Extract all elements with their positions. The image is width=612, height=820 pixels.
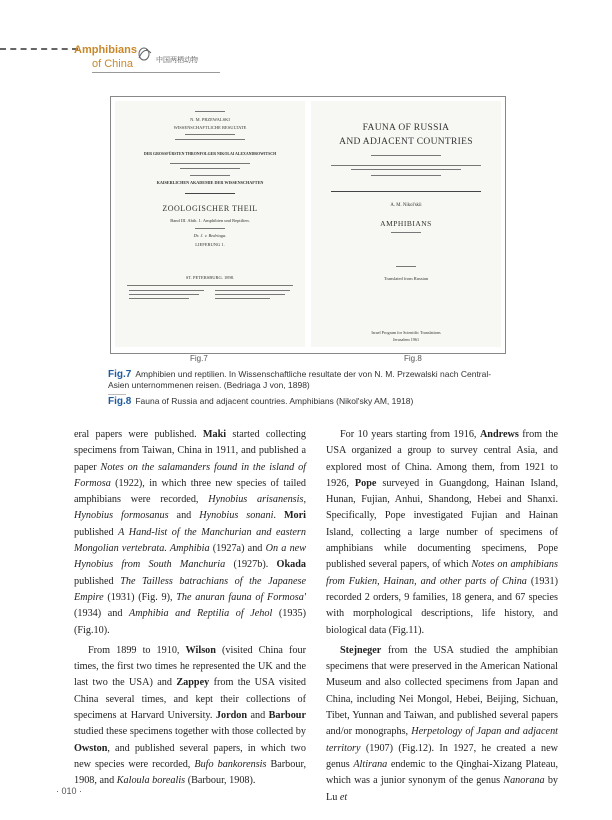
text-run: (visited China four times, the first two times he represented the UK and the last two the USA) and bbox=[74, 644, 306, 689]
header-dashed-rule bbox=[0, 48, 78, 50]
figure-panel bbox=[110, 96, 506, 354]
plate7-line6: Band III. Abth. 1. Amphibien und Reptilien. bbox=[170, 218, 250, 223]
text-run: (1931) recorded 2 orders, 9 families, 18 genera, and 67 species with morphological descriptions, life history, and biological data (Fig.11). bbox=[326, 575, 558, 636]
text-run: For 10 years starting from 1916, bbox=[340, 429, 480, 440]
plate8-title1: FAUNA OF RUSSIA bbox=[362, 123, 450, 133]
plate8-translated: Translated from Russian bbox=[383, 276, 429, 281]
caption-separator bbox=[108, 394, 126, 395]
title-run: On a new Hynobius from South Manchuria bbox=[74, 543, 306, 571]
name-pope: Pope bbox=[354, 477, 377, 489]
text-run: started collecting specimens from Taiwan, China in 1911, and published a paper bbox=[74, 429, 306, 473]
species-run: Hynobius sonani bbox=[199, 510, 274, 522]
text-run: from the USA studied the amphibian specimens that were preserved in the American National Museum and also collected specimens from Japan and China, including Nei Mongol, Hebei, Beijing, Sichuan, Tibet, Yunnan and Taiwan, and published several papers and/or monographs, bbox=[326, 644, 558, 738]
caption-fig8-text: Fauna of Russia and adjacent countries. Amphibians (Nikol'sky AM, 1918) bbox=[135, 396, 414, 406]
text-run: From 1899 to 1910, bbox=[88, 644, 186, 656]
name-mori: Mori bbox=[283, 510, 306, 522]
genus-run: Nanorana bbox=[503, 775, 545, 787]
title-run: Notes on the salamanders found in the island of Formosa bbox=[74, 461, 307, 489]
caption-fig8-key: Fig.8 bbox=[108, 396, 132, 407]
title-run: Notes on amphibians from Fukien, Hainan, and other parts of China bbox=[326, 559, 558, 587]
text-run: et bbox=[339, 791, 348, 803]
text-run: , and published several papers, in which two new species were recorded, bbox=[74, 742, 306, 770]
name-barbour: Barbour bbox=[268, 710, 306, 722]
caption-fig8 bbox=[108, 396, 508, 407]
header-rule bbox=[92, 72, 220, 73]
text-run: (1931) (Fig. 9), bbox=[103, 591, 177, 603]
plate7-line5: ZOOLOGISCHER THEIL bbox=[162, 204, 258, 213]
plate7-line7: Dr. J. v. Bedriaga. bbox=[193, 233, 227, 238]
page-number: · 010 · bbox=[56, 786, 83, 796]
text-run: . bbox=[273, 510, 284, 522]
plate7-line1: N. M. PRZEWALSKI bbox=[190, 117, 230, 122]
species-run: Bufo bankorensis bbox=[194, 758, 267, 770]
name-andrews: Andrews bbox=[479, 429, 519, 440]
plate7-line4: KAISERLICHEN AKADEMIE DER WISSENSCHAFTEN bbox=[156, 180, 264, 185]
figure-7-title-page bbox=[115, 101, 305, 347]
plate8-title2: AND ADJACENT COUNTRIES bbox=[339, 137, 473, 147]
text-run: (Barbour, 1908). bbox=[185, 775, 256, 787]
plate8-amphibians: AMPHIBIANS bbox=[380, 219, 432, 228]
species-run: Hynobius formosanus bbox=[74, 510, 169, 522]
text-run: endemic to the Qinghai-Xizang Plateau, which was a junior synonym of the genus bbox=[326, 758, 558, 787]
title-run: The Tailless batrachians of the Japanese Empire bbox=[74, 575, 306, 603]
text-run: and bbox=[168, 510, 200, 522]
header-subtitle: of China bbox=[92, 58, 133, 70]
right-paragraph-1 bbox=[326, 427, 558, 639]
text-run: and bbox=[247, 710, 269, 722]
text-run: (1935) (Fig.10). bbox=[74, 608, 307, 636]
title-run: Herpetology of Japan and adjacent territory bbox=[326, 726, 558, 754]
text-run: Barbour, 1908, and bbox=[74, 758, 306, 787]
name-wilson: Wilson bbox=[185, 644, 216, 656]
name-maki: Maki bbox=[202, 429, 227, 440]
figure-8-title-page bbox=[311, 101, 501, 347]
name-zappey: Zappey bbox=[176, 677, 210, 689]
text-run: (1927a) and bbox=[209, 543, 266, 555]
species-run: Hynobius arisanensis bbox=[208, 494, 304, 506]
caption-fig7-key: Fig.7 bbox=[108, 369, 132, 380]
plate8-place-year: Jerusalem 1961 bbox=[392, 337, 420, 342]
title-run: A Hand-list of the Manchurian and eastern Mongolian vertebrata. Amphibia bbox=[74, 526, 306, 555]
left-column bbox=[74, 427, 306, 790]
name-okada: Okada bbox=[276, 559, 306, 571]
text-run: published bbox=[74, 575, 121, 587]
header-title: Amphibians bbox=[74, 44, 137, 56]
plate7-line2: WISSENSCHAFTLICHE RESULTATE bbox=[173, 125, 247, 130]
text-run: eral papers were published. bbox=[74, 429, 203, 440]
text-run: (1907) (Fig.12). In 1927, he created a new genus bbox=[326, 742, 558, 770]
fig8-label: Fig.8 bbox=[404, 354, 422, 363]
plate7-line9: ST. PETERSBURG. 1898. bbox=[185, 275, 235, 280]
text-run: from the USA visited China several times, and kept their collections of specimens at Harvard University. bbox=[74, 677, 307, 722]
genus-run: Altirana bbox=[353, 758, 388, 770]
text-run: (1927b). bbox=[225, 559, 277, 571]
text-run: studied these specimens together with those collected by bbox=[74, 726, 306, 738]
caption-fig7-text: Amphibien und reptilien. In Wissenschaftliche resultate der von N. M. Przewalski nach Central-Asien unternommenen reisen. (Bedriaga J von, 1898) bbox=[108, 369, 492, 390]
left-paragraph-1 bbox=[74, 427, 306, 639]
text-run: (1934) and bbox=[74, 608, 129, 620]
text-run: published bbox=[74, 526, 119, 538]
title-run: The anuran fauna of Formosa' bbox=[176, 591, 306, 603]
plate8-publisher: Israel Program for Scientific Translations bbox=[371, 330, 441, 335]
text-run: , bbox=[303, 494, 306, 506]
name-stejneger: Stejneger bbox=[340, 644, 382, 656]
name-owston: Owston bbox=[74, 742, 108, 754]
title-run: Amphibia and Reptilia of Jehol bbox=[128, 608, 273, 620]
header-subtitle-cn: 中国两栖动物 bbox=[156, 56, 198, 64]
text-run: surveyed in Guangdong, Hainan Island, Hunan, Fujian, Anhui, Shandong, Hebei and Shanxi. Specifically, Pope investigated Fujian and Hainan Island, collecting a large number of specimens of amphibians while documenting specimens, Pope published several papers, of which bbox=[326, 477, 558, 571]
right-column bbox=[326, 427, 558, 806]
species-run: Kaloula borealis bbox=[116, 775, 186, 787]
name-jordon: Jordon bbox=[215, 710, 248, 722]
text-run: from the USA organized a group to survey central Asia, and explored most of China. Among them, from 1921 to 1926, bbox=[326, 429, 558, 489]
left-paragraph-2 bbox=[74, 643, 306, 790]
text-run: by Lu bbox=[326, 775, 558, 803]
right-paragraph-2 bbox=[326, 643, 558, 806]
text-run: (1922), in which three new species of tailed amphibians were recorded, bbox=[74, 477, 306, 506]
plate7-line3: DER GROSSFÜRSTEN THRONFOLGER NIKOLAI ALEXANDROWITSCH bbox=[143, 152, 277, 156]
caption-fig7 bbox=[108, 369, 508, 391]
plate7-line8: LIEFERUNG 1. bbox=[195, 242, 225, 247]
plate8-author: A. M. Nikol'skii bbox=[390, 203, 422, 208]
fig7-label: Fig.7 bbox=[190, 354, 208, 363]
